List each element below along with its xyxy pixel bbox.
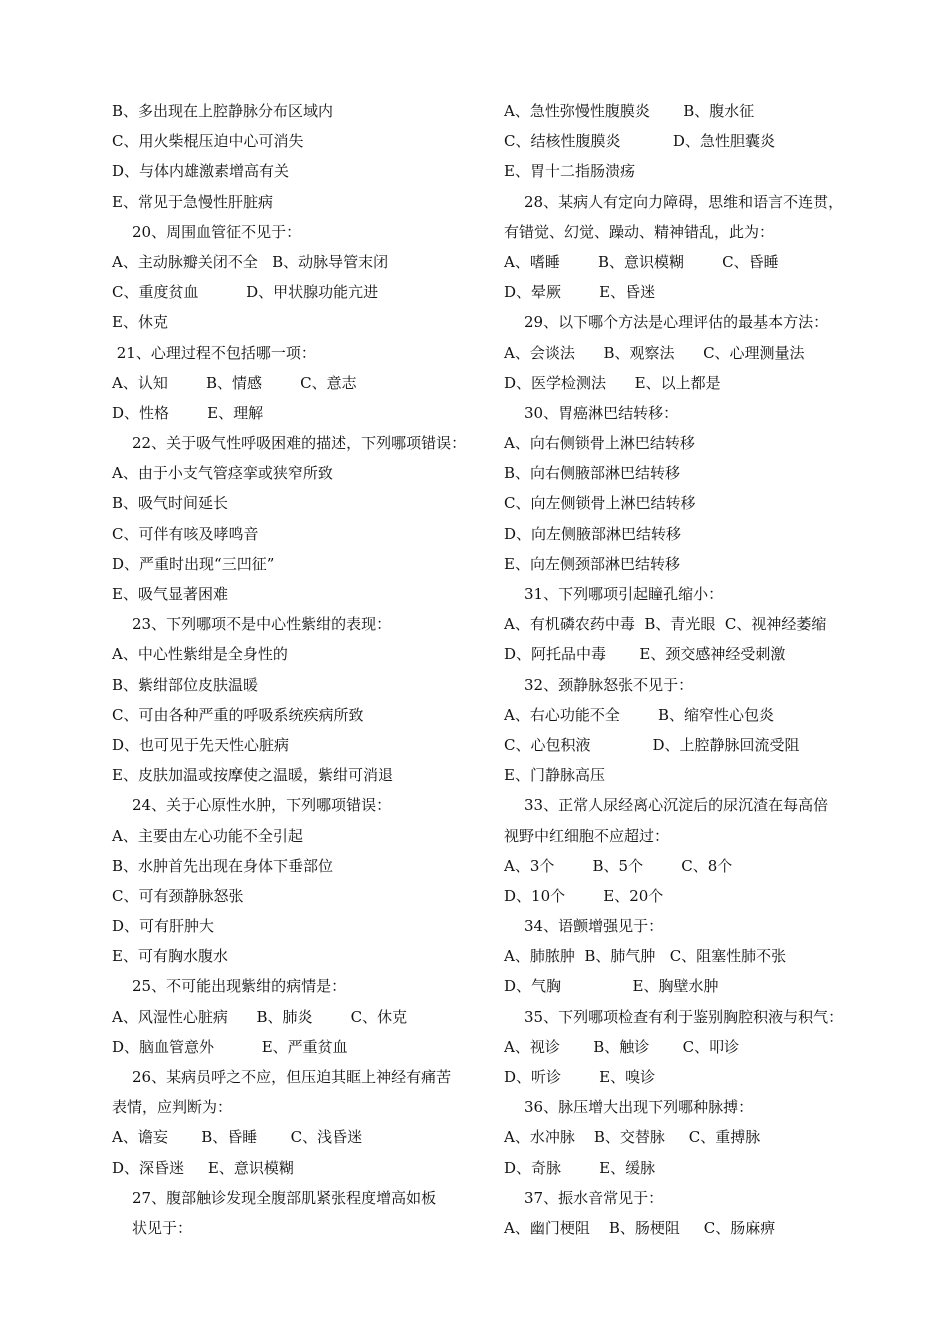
answer-option-line: A、嗜睡 B、意识模糊 C、昏睡: [504, 252, 779, 271]
answer-option-line: D、深昏迷 E、意识模糊: [112, 1158, 294, 1177]
question-line: 25、不可能出现紫绀的病情是：: [132, 977, 347, 996]
question-line: 29、以下哪个方法是心理评估的最基本方法：: [524, 313, 829, 332]
answer-option-line: D、也可见于先天性心脏病: [112, 735, 290, 754]
answer-option-line: C、向左侧锁骨上淋巴结转移: [504, 494, 696, 513]
answer-option-line: A、水冲脉 B、交替脉 C、重搏脉: [504, 1128, 761, 1147]
answer-option-line: C、心包积液 D、上腔静脉回流受阻: [504, 735, 800, 754]
answer-option-line: D、听诊 E、嗅诊: [504, 1068, 656, 1086]
question-line: 27、腹部触诊发现全腹部肌紧张程度增高如板: [132, 1188, 437, 1207]
question-line: 24、关于心原性水肿，下列哪项错误：: [132, 796, 392, 815]
answer-option-line: C、可有颈静脉怒张: [112, 886, 244, 905]
answer-option-line: A、3个 B、5个 C、8个: [504, 856, 733, 875]
answer-option-line: A、肺脓肿 B、肺气肿 C、阻塞性肺不张: [504, 947, 787, 966]
question-line: 32、颈静脉怒张不见于：: [524, 675, 694, 694]
answer-option-line: B、多出现在上腔静脉分布区域内: [112, 102, 334, 120]
question-line: 34、语颤增强见于：: [524, 917, 664, 936]
answer-option-line: A、急性弥慢性腹膜炎 B、腹水征: [504, 102, 755, 120]
answer-option-line: A、认知 B、情感 C、意志: [112, 373, 357, 392]
answer-option-line: D、气胸 E、胸壁水肿: [504, 977, 719, 996]
answer-option-line: E、向左侧颈部淋巴结转移: [504, 554, 680, 573]
question-line: 36、脉压增大出现下列哪种脉搏：: [524, 1098, 754, 1117]
answer-option-line: E、常见于急慢性肝脏病: [112, 192, 273, 211]
question-line: 26、某病员呼之不应，但压迫其眶上神经有痛苦: [132, 1068, 452, 1086]
answer-option-line: D、性格 E、理解: [112, 403, 264, 422]
answer-option-line: E、皮肤加温或按摩使之温暖，紫绀可消退: [112, 766, 393, 785]
answer-option-line: D、阿托品中毒 E、颈交感神经受刺激: [504, 645, 786, 664]
answer-option-line: C、重度贫血 D、甲状腺功能亢进: [112, 283, 379, 302]
answer-option-line: E、休克: [112, 313, 168, 332]
answer-option-line: E、门静脉高压: [504, 766, 605, 785]
question-line: 23、下列哪项不是中心性紫绀的表现：: [132, 615, 392, 634]
answer-option-line: D、医学检测法 E、以上都是: [504, 373, 721, 392]
answer-option-line: A、幽门梗阻 B、肠梗阻 C、肠麻痹: [504, 1218, 776, 1237]
answer-option-line: A、由于小支气管痉挛或狭窄所致: [112, 464, 333, 483]
answer-option-line: A、谵妄 B、昏睡 C、浅昏迷: [112, 1128, 363, 1147]
question-line: 28、某病人有定向力障碍，思维和语言不连贯，: [524, 192, 844, 211]
question-line: 33、正常人尿经离心沉淀后的尿沉渣在每高倍: [524, 796, 829, 815]
answer-option-line: 有错觉、幻觉、躁动、精神错乱，此为：: [504, 222, 775, 241]
answer-option-line: A、有机磷农药中毒 B、青光眼 C、视神经萎缩: [504, 615, 827, 634]
answer-option-line: D、可有肝肿大: [112, 917, 215, 936]
right-column: [504, 96, 870, 1243]
answer-option-line: D、与体内雄激素增高有关: [112, 162, 290, 181]
answer-option-line: A、会谈法 B、观察法 C、心理测量法: [504, 343, 805, 362]
answer-option-line: A、主动脉瓣关闭不全 B、动脉导管末闭: [112, 252, 389, 271]
answer-option-line: B、向右侧腋部淋巴结转移: [504, 464, 681, 483]
answer-option-line: D、奇脉 E、缓脉: [504, 1158, 656, 1177]
answer-option-line: C、结核性腹膜炎 D、急性胆囊炎: [504, 132, 775, 151]
answer-option-line: A、风湿性心脏病 B、肺炎 C、休克: [112, 1007, 408, 1026]
question-line: 22、关于吸气性呼吸困难的描述，下列哪项错误：: [132, 434, 467, 453]
answer-option-line: A、主要由左心功能不全引起: [112, 826, 303, 845]
answer-option-line: A、右心功能不全 B、缩窄性心包炎: [504, 705, 775, 724]
question-line: 20、周围血管征不见于：: [132, 222, 302, 241]
answer-option-line: B、吸气时间延长: [112, 494, 229, 513]
question-line: 37、振水音常见于：: [524, 1188, 664, 1207]
question-line: 21、心理过程不包括哪一项：: [112, 343, 316, 362]
answer-option-line: 视野中红细胞不应超过：: [504, 826, 670, 845]
answer-option-line: C、用火柴棍压迫中心可消失: [112, 132, 304, 151]
answer-option-line: E、吸气显著困难: [112, 585, 228, 603]
answer-option-line: D、脑血管意外 E、严重贫血: [112, 1037, 348, 1056]
answer-option-line: D、晕厥 E、昏迷: [504, 283, 656, 302]
question-line: 31、下列哪项引起瞳孔缩小：: [524, 585, 724, 603]
answer-option-line: A、视诊 B、触诊 C、叩诊: [504, 1037, 740, 1056]
answer-option-line: A、中心性紫绀是全身性的: [112, 645, 288, 664]
question-line: 状见于：: [132, 1218, 193, 1237]
answer-option-line: D、10个 E、20个: [504, 886, 664, 905]
answer-option-line: E、可有胸水腹水: [112, 947, 228, 966]
answer-option-line: 表情，应判断为：: [112, 1098, 233, 1117]
answer-option-line: D、向左侧腋部淋巴结转移: [504, 524, 682, 543]
answer-option-line: B、紫绀部位皮肤温暖: [112, 675, 259, 694]
answer-option-line: C、可由各种严重的呼吸系统疾病所致: [112, 705, 364, 724]
answer-option-line: B、水肿首先出现在身体下垂部位: [112, 856, 334, 875]
left-column: [112, 96, 484, 1243]
answer-option-line: C、可伴有咳及哮鸣音: [112, 524, 259, 543]
question-line: 30、胃癌淋巴结转移：: [524, 403, 679, 422]
answer-option-line: A、向右侧锁骨上淋巴结转移: [504, 434, 695, 453]
question-line: 35、下列哪项检查有利于鉴别胸腔积液与积气：: [524, 1007, 844, 1026]
answer-option-line: E、胃十二指肠溃疡: [504, 162, 635, 181]
answer-option-line: D、严重时出现“三凹征”: [112, 554, 275, 573]
